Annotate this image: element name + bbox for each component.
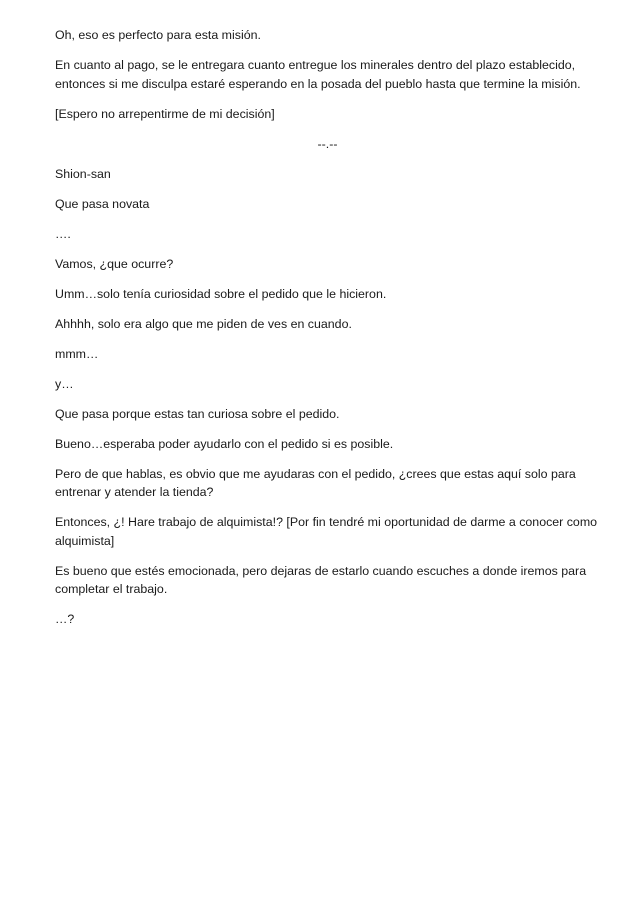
paragraph: Oh, eso es perfecto para esta misión. — [55, 28, 261, 42]
paragraph: …. — [55, 226, 71, 241]
paragraph: mmm… — [55, 346, 99, 361]
paragraph: Es bueno que estés emocionada, pero dejaras de estarlo cuando escuches a donde iremos para completar el trabajo. — [55, 563, 587, 596]
document-body — [55, 26, 600, 640]
paragraph: [Espero no arrepentirme de mi decisión] — [55, 106, 275, 121]
paragraph: Pero de que hablas, es obvio que me ayudaras con el pedido, ¿crees que estas aquí solo para entrenar y atender la tienda? — [55, 466, 576, 499]
paragraph: Umm…solo tenía curiosidad sobre el pedido que le hicieron. — [55, 286, 387, 301]
paragraph: Que pasa novata — [55, 196, 150, 211]
paragraph: Vamos, ¿que ocurre? — [55, 256, 174, 271]
scene-separator: --.-- — [317, 136, 338, 151]
paragraph: Bueno…esperaba poder ayudarlo con el pedido si es posible. — [55, 436, 394, 451]
paragraph: Shion-san — [55, 166, 111, 181]
paragraph: En cuanto al pago, se le entregara cuanto entregue los minerales dentro del plazo establecido, entonces si me disculpa estaré esperando en la posada del pueblo hasta que termine la misión. — [55, 58, 581, 91]
paragraph: …? — [55, 612, 75, 626]
paragraph: Ahhhh, solo era algo que me piden de ves en cuando. — [55, 316, 352, 331]
paragraph: y… — [55, 376, 74, 391]
paragraph: Que pasa porque estas tan curiosa sobre el pedido. — [55, 406, 340, 421]
paragraph: Entonces, ¿! Hare trabajo de alquimista!? [Por fin tendré mi oportunidad de darme a conocer como alquimista] — [55, 515, 598, 548]
